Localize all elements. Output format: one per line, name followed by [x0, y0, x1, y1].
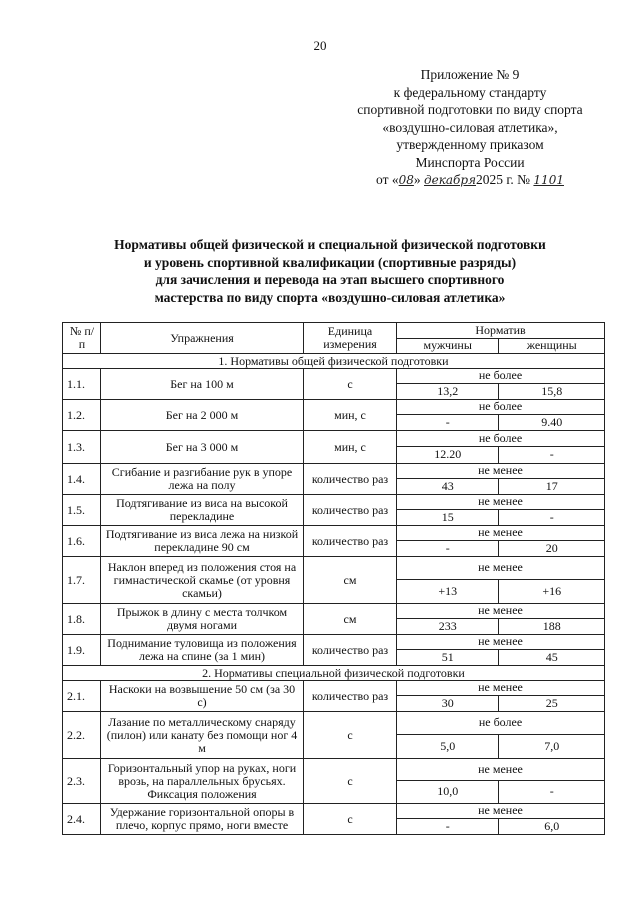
- header-norm: Норматив: [397, 323, 605, 339]
- appendix-line: утвержденному приказом: [396, 137, 544, 152]
- norm-condition: не более: [397, 712, 605, 735]
- appendix-line: спортивной подготовки по виду спорта: [357, 102, 583, 117]
- table-row: [63, 431, 605, 447]
- header-unit: Единица измерения: [304, 323, 397, 354]
- row-number: 1.8.: [63, 604, 101, 635]
- norm-condition: не менее: [397, 635, 605, 650]
- men-value: -: [397, 818, 499, 834]
- table-header-row: [63, 323, 605, 339]
- order-date-line: от «08» декабря2025 г. № 1101: [376, 172, 564, 187]
- row-number: 2.4.: [63, 804, 101, 835]
- table-row: [63, 759, 605, 781]
- header-women: женщины: [499, 338, 605, 354]
- row-number: 1.1.: [63, 369, 101, 400]
- norm-condition: не менее: [397, 464, 605, 479]
- norm-condition: не более: [397, 400, 605, 415]
- unit: мин, с: [304, 431, 397, 464]
- exercise-name: Прыжок в длину с места толчком двумя ногами: [101, 604, 304, 635]
- handwritten-month: декабря: [424, 173, 477, 187]
- appendix-line: Минспорта России: [415, 154, 525, 170]
- header-no: № п/п: [63, 323, 101, 354]
- unit: количество раз: [304, 526, 397, 557]
- men-value: 43: [397, 478, 499, 494]
- norm-condition: не более: [397, 369, 605, 384]
- norm-condition: не менее: [397, 495, 605, 510]
- section-title: 2. Нормативы специальной физической подготовки: [63, 666, 605, 681]
- men-value: 10,0: [397, 780, 499, 803]
- row-number: 1.3.: [63, 431, 101, 464]
- header-exercise: Упражнения: [101, 323, 304, 354]
- section-title: 1. Нормативы общей физической подготовки: [63, 354, 605, 369]
- norm-condition: не менее: [397, 557, 605, 580]
- men-value: 13,2: [397, 383, 499, 399]
- men-value: 51: [397, 649, 499, 665]
- table-row: [63, 635, 605, 650]
- row-number: 1.5.: [63, 495, 101, 526]
- women-value: 20: [499, 540, 605, 556]
- unit: с: [304, 369, 397, 400]
- men-value: -: [397, 540, 499, 556]
- women-value: -: [499, 509, 605, 525]
- exercise-name: Наскоки на возвышение 50 см (за 30 с): [101, 681, 304, 712]
- men-value: 30: [397, 695, 499, 711]
- section-row: [63, 354, 605, 369]
- women-value: 188: [499, 618, 605, 634]
- exercise-name: Наклон вперед из положения стоя на гимнастической скамье (от уровня скамьи): [101, 557, 304, 604]
- women-value: 45: [499, 649, 605, 665]
- exercise-name: Лазание по металлическому снаряду (пилон) или канату без помощи ног 4 м: [101, 712, 304, 759]
- men-value: 15: [397, 509, 499, 525]
- women-value: -: [499, 780, 605, 803]
- exercise-name: Поднимание туловища из положения лежа на спине (за 1 мин): [101, 635, 304, 666]
- appendix-line: к федеральному стандарту: [393, 84, 547, 100]
- norm-condition: не менее: [397, 681, 605, 696]
- table-row: [63, 804, 605, 819]
- exercise-name: Удержание горизонтальной опоры в плечо, корпус прямо, ноги вместе: [101, 804, 304, 835]
- handwritten-day: 08: [398, 173, 414, 187]
- norm-condition: не менее: [397, 804, 605, 819]
- table-row: [63, 464, 605, 479]
- table-row: [63, 557, 605, 580]
- norm-condition: не более: [397, 431, 605, 447]
- women-value: 25: [499, 695, 605, 711]
- table-row: [63, 400, 605, 415]
- row-number: 2.1.: [63, 681, 101, 712]
- exercise-name: Подтягивание из виса на высокой перекладине: [101, 495, 304, 526]
- page-number: 20: [313, 38, 327, 53]
- table-row: [63, 681, 605, 696]
- appendix-header: [340, 66, 600, 190]
- appendix-line: Приложение № 9: [420, 67, 520, 82]
- women-value: +16: [499, 579, 605, 603]
- men-value: +13: [397, 579, 499, 603]
- header-men: мужчины: [397, 338, 499, 354]
- table-row: [63, 604, 605, 619]
- exercise-name: Бег на 100 м: [101, 369, 304, 400]
- unit: количество раз: [304, 635, 397, 666]
- unit: см: [304, 604, 397, 635]
- unit: с: [304, 759, 397, 804]
- unit: количество раз: [304, 495, 397, 526]
- section-row: [63, 666, 605, 681]
- men-value: 233: [397, 618, 499, 634]
- men-value: -: [397, 414, 499, 430]
- document-title: Нормативы общей физической и специальной физической подготовки и уровень спортивной квалификации (спортивные разряды) для зачисления и перевода на этап высшего спортивного мастерства по виду спорта «воздушно-силовая атлетика»: [114, 237, 546, 305]
- exercise-name: Подтягивание из виса лежа на низкой перекладине 90 см: [101, 526, 304, 557]
- unit: количество раз: [304, 681, 397, 712]
- unit: с: [304, 712, 397, 759]
- exercise-name: Бег на 2 000 м: [101, 400, 304, 431]
- unit: см: [304, 557, 397, 604]
- table-row: [63, 495, 605, 510]
- unit: количество раз: [304, 464, 397, 495]
- women-value: -: [499, 446, 605, 463]
- exercise-name: Сгибание и разгибание рук в упоре лежа на полу: [101, 464, 304, 495]
- unit: с: [304, 804, 397, 835]
- men-value: 12.20: [397, 446, 499, 463]
- row-number: 2.3.: [63, 759, 101, 804]
- row-number: 1.6.: [63, 526, 101, 557]
- norm-condition: не менее: [397, 526, 605, 541]
- row-number: 1.4.: [63, 464, 101, 495]
- table-row: [63, 712, 605, 735]
- table-row: [63, 369, 605, 384]
- men-value: 5,0: [397, 734, 499, 758]
- norm-condition: не менее: [397, 759, 605, 781]
- unit: мин, с: [304, 400, 397, 431]
- women-value: 9.40: [499, 414, 605, 430]
- exercise-name: Горизонтальный упор на руках, ноги врозь, на параллельных брусьях. Фиксация положения: [101, 759, 304, 804]
- women-value: 7,0: [499, 734, 605, 758]
- handwritten-order-number: 1101: [533, 173, 564, 187]
- norm-condition: не менее: [397, 604, 605, 619]
- women-value: 15,8: [499, 383, 605, 399]
- table-row: [63, 526, 605, 541]
- row-number: 2.2.: [63, 712, 101, 759]
- women-value: 6,0: [499, 818, 605, 834]
- norms-table: [62, 322, 605, 835]
- row-number: 1.2.: [63, 400, 101, 431]
- row-number: 1.7.: [63, 557, 101, 604]
- appendix-line: «воздушно-силовая атлетика»,: [382, 119, 558, 135]
- exercise-name: Бег на 3 000 м: [101, 431, 304, 464]
- row-number: 1.9.: [63, 635, 101, 666]
- women-value: 17: [499, 478, 605, 494]
